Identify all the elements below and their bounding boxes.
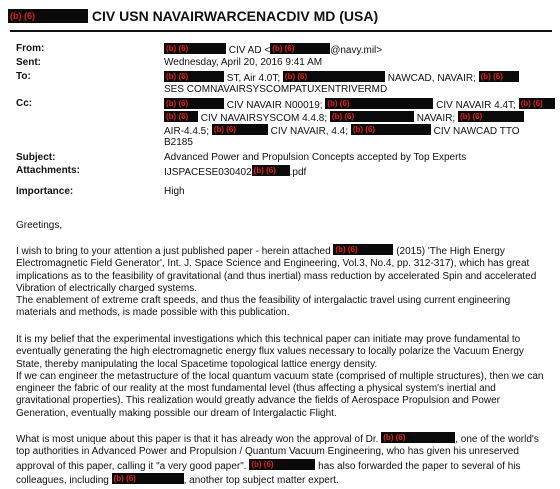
from-label: From: xyxy=(16,43,45,54)
greeting: Greetings, xyxy=(16,220,63,231)
redaction-box: (b) (6) xyxy=(270,43,330,54)
from-value: (b) (6) CIV AD < (b) (6) @navy.mil> xyxy=(166,44,383,56)
to-value-line2: SES COMNAVAIRSYSCOMPATUXENTRIVERMD xyxy=(164,84,388,95)
redaction-box: (b) (6) xyxy=(381,432,455,443)
sent-label: Sent: xyxy=(16,57,41,68)
redaction-box: (b) (6) xyxy=(164,111,198,122)
paragraph-3: It is my belief that the experimental investigations which this technical paper can initiate may prove fundamental to eventually generating the high electromagnetic energy flux values necessary to locally polarize the Vacuum Energy State, thereby manipulating the local Spacetime topological lattice energy density. If we can engineer the metastructure of the local quantum vacuum state (comprised of multiple structures), then we can engineer the fabric of our reality at the most fundamental level (thus affecting a physical system's inertial and gravitational properties). This realization would greatly advance the fields of Aerospace Propulsion and Power Generation, eventually making possible our dream of Intergalactic Flight. xyxy=(16,334,550,420)
paragraph-2: The enablement of extreme craft speeds, and thus the feasibility of intergalactic travel using current engineering materials and methods, is made possible with this publication. xyxy=(16,295,511,319)
attachment-filename-a: IJSPACESE030402 xyxy=(164,167,252,178)
cc-label: Cc: xyxy=(16,98,33,109)
redaction-box: (b) (6) xyxy=(333,244,393,255)
redaction-box: (b) (6) xyxy=(164,43,226,54)
cc-line3: AIR-4.4.5; (b) (6) CIV NAVAIR, 4.4; (b) (6) CIV NAWCAD TTO xyxy=(164,125,520,137)
attachment-file[interactable] xyxy=(164,165,306,179)
sender-header-text: CIV USN NAVAIRWARCENACDIV MD (USA) xyxy=(91,8,379,24)
redaction-box: (b) (6) xyxy=(325,98,433,109)
subject-value: Advanced Power and Propulsion Concepts accepted by Top Experts xyxy=(164,152,467,163)
redaction-box: (b) (6) xyxy=(479,71,519,82)
header-rule xyxy=(10,30,552,32)
redaction-box: (b) (6) xyxy=(351,124,431,135)
redaction-box: (b) (6) xyxy=(164,71,224,82)
redaction-box: (b) (6) xyxy=(252,165,290,176)
redaction-box: (b) (6) xyxy=(330,111,414,122)
redaction-box: (b) (6) xyxy=(249,459,315,470)
paragraph-1: I wish to bring to your attention a just published paper - herein attached (b) (6) (2015) 'The High Energy Electromagnetic Field Generator', Int. J. Space Science and Engineering, Vol.3, No.4, pp. 312-317), which has great implications as to the feasibility of gravitational (and thus inertial) mass reduction by accelerated Spin and accelerated Vibration of electrically charged systems. The enablement of extreme craft speeds, and thus the feasibility of intergalactic travel using current engineering materials and methods, is made possible with this publication. xyxy=(16,244,550,320)
redaction-box: (b) (6) xyxy=(458,111,524,122)
cc-line2: (b) (6) CIV NAVAIRSYSCOM 4.4.8; (b) (6) NAVAIR; (b) (6) xyxy=(164,111,524,125)
sender-header xyxy=(8,8,378,24)
attachments-label: Attachments: xyxy=(16,165,80,176)
attachment-extension: .pdf xyxy=(289,167,307,178)
cc-line1: (b) (6) CIV NAVAIR N00019; (b) (6) CIV NAVAIR 4.4T; (b) (6) xyxy=(164,98,555,112)
to-label: To: xyxy=(16,71,31,82)
importance-value: High xyxy=(164,186,185,197)
importance-label: Importance: xyxy=(16,186,74,197)
redaction-box: (b) (6) xyxy=(519,98,555,109)
redaction-box: (b) (6) xyxy=(164,98,224,109)
paragraph-5: What is most unique about this paper is that it has already won the approval of Dr. (b) (6) , one of the world's top authorities in Advanced Power and Propulsion / Quantum Vacuum Engineering, who has given his unreserved approval of this paper, calling it "a very good paper". (b) (6) has also forwarded the paper to several of his colleagues, including (b) (6) , another top subject matter expert. xyxy=(16,433,539,486)
to-value: (b) (6) ST, Air 4.0T; (b) (6) NAWCAD, NAVAIR; (b) (6) xyxy=(164,71,519,85)
redaction-box: (b) (6) xyxy=(212,124,268,135)
cc-line4: B2185 xyxy=(164,137,193,148)
redaction-box: (b) (6) xyxy=(8,9,88,23)
redaction-box: (b) (6) xyxy=(283,71,385,82)
redaction-box: (b) (6) xyxy=(112,473,184,484)
subject-label: Subject: xyxy=(16,152,56,163)
sent-value: Wednesday, April 20, 2016 9:41 AM xyxy=(164,57,323,68)
paragraph-4: If we can engineer the metastructure of the local quantum vacuum state (comprised of multiple structures), then we can engineer the fabric of our reality at the most fundamental level (thus affecting a physical system's inertial and gravitational properties). This realization would greatly advance the fields of Aerospace Propulsion and Power Generation, eventually making possible our dream of Intergalactic Flight. xyxy=(16,370,544,419)
